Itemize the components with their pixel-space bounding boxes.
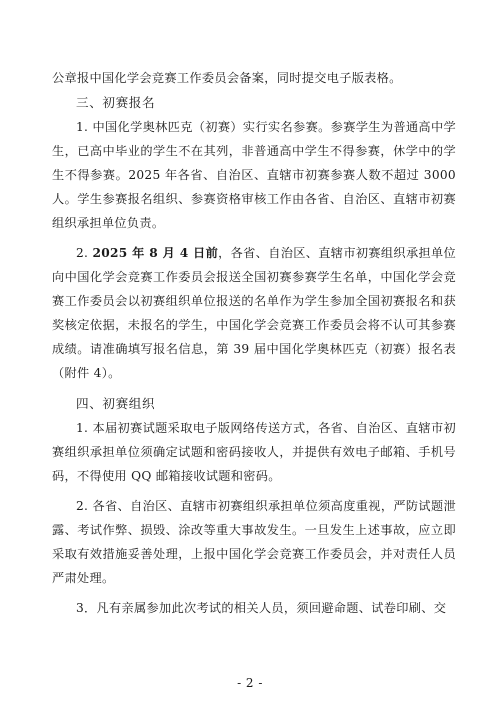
paragraph-organization-1: 1. 本届初赛试题采取电子版网络传送方式，各省、自治区、直辖市初赛组织承担单位须确定试题和密码接收人，并提供有效电子邮箱、手机号码，不得使用 QQ 邮箱接收试题和密码。 [52,421,456,483]
paragraph-organization-2: 2. 各省、自治区、直辖市初赛组织承担单位须高度重视，严防试题泄露、考试作弊、损毁、涂改等重大事故发生。一旦发生上述事故，应立即采取有效措施妥善处理，上报中国化学会竞赛工作委员会，并对责任人员严肃处理。 [52,499,456,585]
document-body [52,66,456,620]
section-heading-registration: 三、初赛报名 [76,95,156,110]
paragraph-registration-2 [52,241,456,385]
item-number: 2. [76,246,93,260]
paragraph-gap [52,385,456,391]
section-heading-organization: 四、初赛组织 [76,396,156,411]
paragraph-organization-3: 3．凡有亲属参加此次考试的相关人员，须回避命题、试卷印刷、交 [76,601,447,615]
page-number: - 2 - [237,676,263,690]
paragraph-registration-1: 1. 中国化学奥林匹克（初赛）实行实名参赛。参赛学生为普通高中学生，已高中毕业的学生不在其列，非普通高中学生不得参赛，休学中的学生不得参赛。2025 年各省、自治区、直辖市初赛参赛人数不超过 3000 人。学生参赛报名组织、参赛资格审核工作由各省、自治区、直辖市初赛组织承担单位负责。 [52,120,456,230]
paragraph-continuation: 公章报中国化学会竞赛工作委员会备案，同时提交电子版表格。 [52,71,402,85]
deadline-date: 2025 年 8 月 4 日前 [92,246,219,260]
paragraph-text: ，各省、自治区、直辖市初赛组织承担单位向中国化学会竞赛工作委员会报送全国初赛参赛学生名单，中国化学会竞赛工作委员会以初赛组织单位报送的名单作为学生参加全国初赛报名和获奖核定依据，未报名的学生，中国化学会竞赛工作委员会将不认可其参赛成绩。请准确填写报名信息，第 39 届中国化学奥林匹克（初赛）报名表（附件 4）。 [52,246,456,380]
